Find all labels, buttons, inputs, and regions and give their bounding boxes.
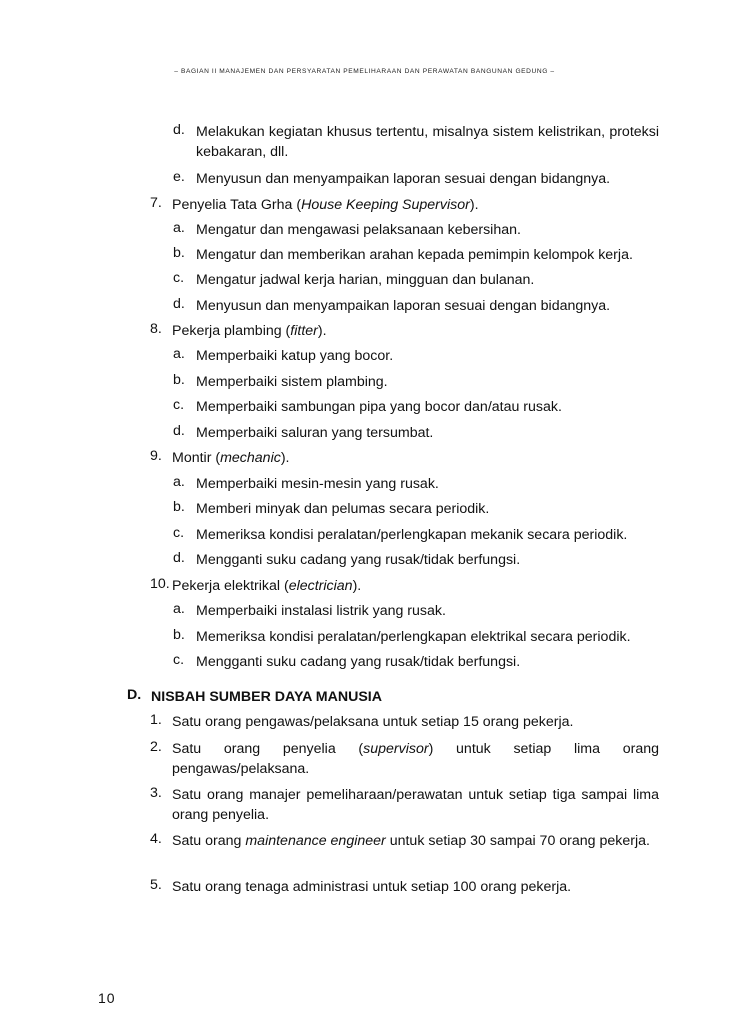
item-label: 1. xyxy=(150,712,162,728)
item-label: 2. xyxy=(150,739,162,755)
item-text: Satu orang tenaga administrasi untuk setiap 100 orang pekerja. xyxy=(172,879,572,895)
item-label: d. xyxy=(173,423,185,439)
item-label: a. xyxy=(173,601,185,617)
section-label: D. xyxy=(127,687,142,703)
item-label: a. xyxy=(173,346,185,362)
item-label: b. xyxy=(173,627,185,643)
item-label: b. xyxy=(173,245,185,261)
item-text: Pekerja plambing (fitter). xyxy=(172,323,327,339)
item-label: 10. xyxy=(150,576,170,592)
item-label: c. xyxy=(173,397,185,413)
item-text: Satu orang penyelia (supervisor) untuk setiap lima orang pengawas/pelaksana. xyxy=(172,741,660,777)
item-text: Mengatur dan mengawasi pelaksanaan kebersihan. xyxy=(196,222,521,238)
running-header: – BAGIAN II MANAJEMEN DAN PERSYARATAN PEMELIHARAAN DAN PERAWATAN BANGUNAN GEDUNG – xyxy=(174,68,555,75)
item-label: 3. xyxy=(150,785,162,801)
item-text: Memperbaiki instalasi listrik yang rusak. xyxy=(196,603,446,619)
item-label: c. xyxy=(173,652,185,668)
item-text: Memperbaiki katup yang bocor. xyxy=(196,348,394,364)
item-label: d. xyxy=(173,122,185,138)
item-label: b. xyxy=(173,499,185,515)
item-label: a. xyxy=(173,474,185,490)
item-label: d. xyxy=(173,550,185,566)
page-number: 10 xyxy=(98,990,116,1006)
item-text: Satu orang maintenance engineer untuk setiap 30 sampai 70 orang pekerja. xyxy=(172,833,650,849)
item-text: Satu orang pengawas/pelaksana untuk setiap 15 orang pekerja. xyxy=(172,714,574,730)
item-label: 5. xyxy=(150,877,162,893)
item-text: Memeriksa kondisi peralatan/perlengkapan elektrikal secara periodik. xyxy=(196,629,631,645)
item-text: Montir (mechanic). xyxy=(172,450,290,466)
item-label: b. xyxy=(173,372,185,388)
item-text: Memberi minyak dan pelumas secara periodik. xyxy=(196,501,490,517)
item-text: Penyelia Tata Grha (House Keeping Supervisor). xyxy=(172,197,479,213)
item-text: Pekerja elektrikal (electrician). xyxy=(172,578,362,594)
item-text: Satu orang manajer pemeliharaan/perawatan untuk setiap tiga sampai lima orang penyelia. xyxy=(172,787,659,823)
item-text: Memperbaiki sistem plambing. xyxy=(196,374,388,390)
item-label: 4. xyxy=(150,831,162,847)
section-title: NISBAH SUMBER DAYA MANUSIA xyxy=(151,689,382,705)
item-text: Menyusun dan menyampaikan laporan sesuai dengan bidangnya. xyxy=(196,298,611,314)
item-text: Memperbaiki sambungan pipa yang bocor dan/atau rusak. xyxy=(196,399,562,415)
item-label: 8. xyxy=(150,321,162,337)
item-label: a. xyxy=(173,220,185,236)
item-text: Mengatur jadwal kerja harian, mingguan dan bulanan. xyxy=(196,272,535,288)
item-text: Menyusun dan menyampaikan laporan sesuai dengan bidangnya. xyxy=(196,171,611,187)
item-label: c. xyxy=(173,270,185,286)
item-text: Memperbaiki saluran yang tersumbat. xyxy=(196,425,434,441)
item-label: 9. xyxy=(150,448,162,464)
item-label: e. xyxy=(173,169,185,185)
item-label: d. xyxy=(173,296,185,312)
item-text: Mengganti suku cadang yang rusak/tidak berfungsi. xyxy=(196,654,521,670)
item-text: Mengganti suku cadang yang rusak/tidak berfungsi. xyxy=(196,552,521,568)
item-text: Memeriksa kondisi peralatan/perlengkapan mekanik secara periodik. xyxy=(196,527,628,543)
item-label: 7. xyxy=(150,195,162,211)
item-text: Memperbaiki mesin-mesin yang rusak. xyxy=(196,476,439,492)
item-text: Mengatur dan memberikan arahan kepada pemimpin kelompok kerja. xyxy=(196,247,633,263)
item-label: c. xyxy=(173,525,185,541)
item-text: Melakukan kegiatan khusus tertentu, misalnya sistem kelistrikan, proteksi kebakaran, dll. xyxy=(196,124,659,160)
